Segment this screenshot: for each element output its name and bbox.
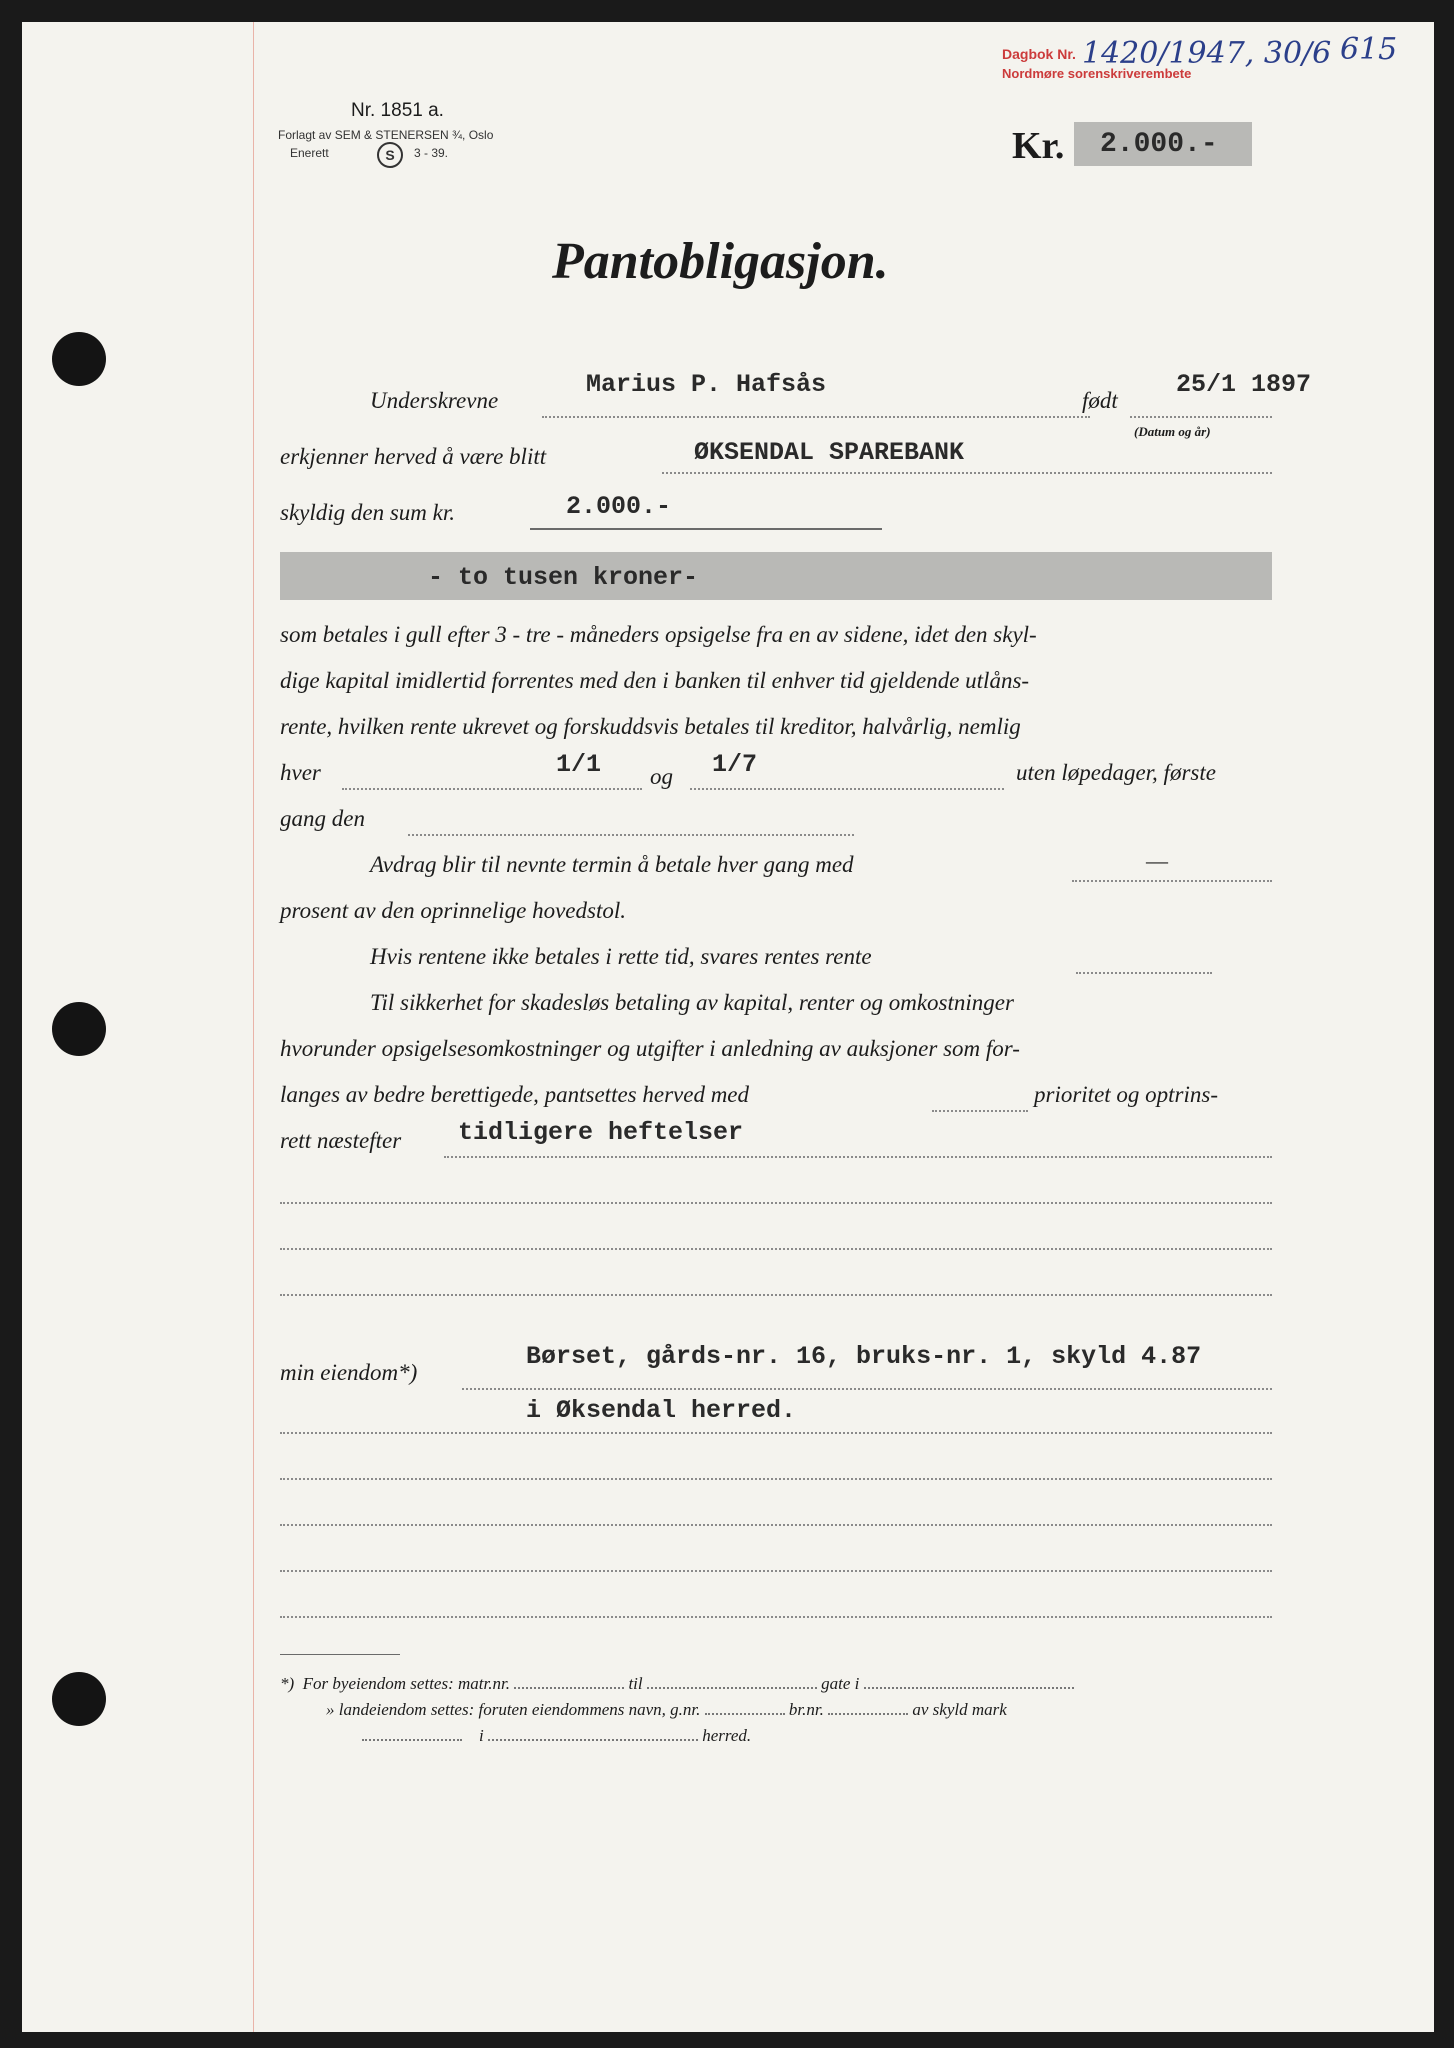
footnote-dots	[647, 1686, 817, 1689]
date2-value: 1/7	[712, 750, 758, 779]
creditor-line	[662, 472, 1272, 474]
handwritten-reference: 1420/1947, 30/6	[1082, 36, 1332, 71]
footnote-text: i	[479, 1726, 484, 1745]
avdrag-value: —	[1146, 848, 1168, 873]
date1-line	[342, 788, 642, 790]
footnote-line-2	[326, 1700, 1007, 1720]
publisher-logo: S	[377, 142, 403, 168]
amount-label: Kr.	[1012, 125, 1065, 167]
punch-hole-middle	[52, 1002, 106, 1056]
footnote-text: br.nr.	[788, 1700, 824, 1719]
footnote-dots	[864, 1686, 1074, 1689]
eiendom-line-1	[462, 1388, 1272, 1390]
eiendom-value-2: i Øksendal herred.	[526, 1396, 797, 1425]
sum-value: 2.000.-	[566, 492, 672, 521]
blank-line	[280, 1248, 1272, 1250]
avdrag-label: Avdrag blir til nevnte termin å betale hver gang med	[370, 852, 854, 877]
footnote-text: gate i	[821, 1674, 860, 1693]
blank-line	[280, 1570, 1272, 1572]
born-line	[1130, 416, 1272, 418]
terms-line-3: rente, hvilken rente ukrevet og forskuddsvis betales til kreditor, halvårlig, nemlig	[280, 714, 1021, 739]
blank-line	[280, 1478, 1272, 1480]
sum-line	[530, 528, 882, 530]
amount-value: 2.000.-	[1100, 129, 1218, 160]
punch-hole-bottom	[52, 1672, 106, 1726]
document-page	[22, 22, 1434, 2032]
blank-line	[280, 1202, 1272, 1204]
gang-line	[408, 834, 854, 836]
date2-line	[690, 788, 1004, 790]
owe-label: skyldig den sum kr.	[280, 500, 456, 525]
sikkerhet-line-1: Til sikkerhet for skadesløs betaling av kapital, renter og omkostninger	[370, 990, 1014, 1015]
eiendom-label: min eiendom*)	[280, 1360, 418, 1385]
eiendom-value-1: Børset, gårds-nr. 16, bruks-nr. 1, skyld 4.87	[526, 1342, 1202, 1371]
footnote-dots	[514, 1686, 624, 1689]
footnote-dots	[362, 1738, 462, 1741]
born-hint: (Datum og år)	[1134, 424, 1211, 439]
blank-line	[280, 1524, 1272, 1526]
naestefter-label: rett næstefter	[280, 1128, 402, 1153]
sikkerhet-line-2: hvorunder opsigelsesomkostninger og utgifter i anledning av auksjoner som for-	[280, 1036, 1020, 1061]
footnote-text: av skyld mark	[912, 1700, 1007, 1719]
edition-label: 3 - 39.	[414, 146, 449, 160]
footnote-dots	[828, 1712, 908, 1715]
sum-words: - to tusen kroner-	[428, 563, 699, 592]
blank-line	[280, 1294, 1272, 1296]
rights-label: Enerett	[290, 146, 329, 160]
gang-label: gang den	[280, 806, 365, 831]
prioritet-line	[932, 1110, 1028, 1112]
naestefter-value: tidligere heftelser	[458, 1118, 744, 1147]
footnote-rule	[280, 1654, 400, 1655]
hvis-label: Hvis rentene ikke betales i rette tid, svares rentes rente	[370, 944, 872, 969]
footnote-dots	[705, 1712, 785, 1715]
footnote-line-1	[280, 1674, 1074, 1694]
page-number: 615	[1340, 32, 1398, 67]
terms-line-1: som betales i gull efter 3 - tre - måneders opsigelse fra en av sidene, idet den skyl-	[280, 622, 1037, 647]
footnote-marker: *)	[280, 1674, 295, 1693]
born-value: 25/1 1897	[1176, 370, 1312, 399]
eiendom-line-2	[280, 1432, 1272, 1434]
footnote-text: herred.	[702, 1726, 752, 1745]
register-stamp-line2: Nordmøre sorenskriverembete	[1002, 66, 1192, 81]
footnote-text: For byeiendom settes: matr.nr.	[302, 1674, 510, 1693]
hver-label: hver	[280, 760, 321, 785]
acknowledge-label: erkjenner herved å være blitt	[280, 444, 547, 469]
sikkerhet-line-3b: prioritet og optrins-	[1034, 1082, 1219, 1107]
footnote-dots	[488, 1738, 698, 1741]
uten-label: uten løpedager, første	[1016, 760, 1216, 785]
prosent-label: prosent av den oprinnelige hovedstol.	[280, 898, 626, 923]
undersigned-label: Underskrevne	[370, 388, 499, 413]
terms-line-2: dige kapital imidlertid forrentes med den i banken til enhver tid gjeldende utlåns-	[280, 668, 1030, 693]
naestefter-line	[444, 1156, 1272, 1158]
publisher-line: Forlagt av SEM & STENERSEN ¾, Oslo	[278, 128, 494, 142]
document-title: Pantobligasjon.	[552, 233, 889, 290]
punch-hole-top	[52, 332, 106, 386]
footnote-text: til	[628, 1674, 643, 1693]
avdrag-line	[1072, 880, 1272, 882]
creditor-value: ØKSENDAL SPAREBANK	[694, 438, 965, 467]
undersigned-value: Marius P. Hafsås	[586, 370, 827, 399]
sikkerhet-line-3a: langes av bedre berettigede, pantsettes herved med	[280, 1082, 750, 1107]
born-label: født	[1082, 388, 1118, 413]
footnote-line-3	[362, 1726, 751, 1746]
margin-line	[253, 22, 254, 2032]
og-label: og	[650, 764, 673, 789]
hvis-line	[1076, 972, 1212, 974]
date1-value: 1/1	[556, 750, 602, 779]
register-stamp-line1: Dagbok Nr.	[1002, 46, 1076, 62]
form-number: Nr. 1851 a.	[351, 100, 444, 121]
footnote-text: » landeiendom settes: foruten eiendommens navn, g.nr.	[326, 1700, 701, 1719]
blank-line	[280, 1616, 1272, 1618]
undersigned-line	[542, 416, 1090, 418]
